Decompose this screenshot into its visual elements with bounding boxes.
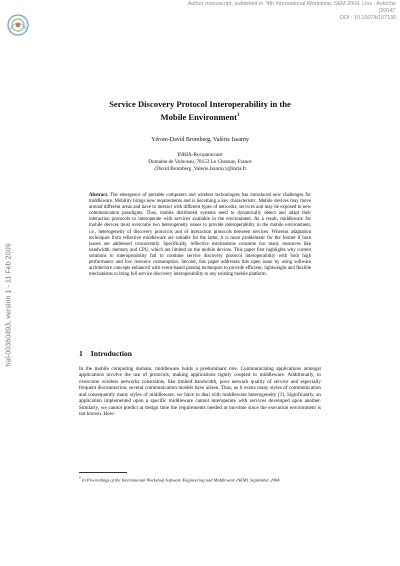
footnote-divider xyxy=(79,472,127,473)
author-affiliation xyxy=(60,152,340,173)
footnote-marker: 1 xyxy=(79,476,81,480)
hal-logo-icon xyxy=(6,13,30,37)
hal-side-label: hal-00360493, version 1 - 11 Feb 2009 xyxy=(3,243,13,367)
header-doi: DOI : 10.1007/b107130 xyxy=(339,15,396,21)
affiliation-org: INRIA-Rocquencourt xyxy=(177,152,223,158)
paper-authors: Yérom-David Bromberg, Valérie Issarny xyxy=(151,137,249,143)
introduction-paragraph: In the mobile computing domain, middleware holds a predominant role. Communicating applications amongst applications involve the use of protocols, making applications tightly coupled to middleware. Additionally, to overcome wireless networks constraints, like limited bandwidth, poor network quality of service and especially frequent disconnection, several communication models have arisen. Thus, as it exists many styles of communication and consequently many styles of middleware, we have to deal with middleware heterogeneity [1]. Significantly, an application implemented upon a specific middleware cannot interoperate with services developed upon another. Similarly, we cannot predict at design time the requirements needed at run-time since the execution environment is not known. How- xyxy=(79,366,321,418)
paper-title xyxy=(60,98,340,123)
header-line-2: (2004)" xyxy=(378,8,396,14)
abstract-text: The emergence of portable computers and wireless technologies has introduced new challenges for middleware. Mobility brings new requirements and is becoming a key characteristic. Mobile devices may move around different areas and have to interact with different types of networks, services and may be exposed to new communication paradigms. Thus, mobile distributed systems need to dynamically detect and adapt their interaction protocols to interoperate with services available in the environment. As a result, middleware for mobile devices must overcome two heterogeneity issues to provide interoperability in the mobile environment, i.e., heterogeneity of discovery protocols and of interaction protocols between services. Whereas adaptation techniques from reflective middleware are suitable for the latter, it is more problematic for the former if both issues are addressed concurrently. Specifically, reflective mechanisms consume too many resources like bandwidth, memory and CPU, which are limited on the mobile devices. This paper first highlights why current solutions to interoperability fail to combine service discovery protocol interoperability with both high performance and low resource consumption. Second, this paper addresses this open issue by using software architecture concepts enhanced with event-based parsing techniques to provide efficient, lightweight and flexible mechanisms to bring full service discovery interoperability to any existing mobile platform. xyxy=(89,193,311,278)
title-line-1: Service Discovery Protocol Interoperability in the xyxy=(109,99,291,109)
section-title: Introduction xyxy=(90,349,133,358)
footnote xyxy=(79,476,321,483)
title-line-2: Mobile Environment xyxy=(160,111,237,122)
title-footnote-marker: 1 xyxy=(236,113,240,118)
abstract-label: Abstract. xyxy=(89,193,109,198)
header-line-1: Author manuscript, published in "4th International Workshop, SEM 2004, Linz : Autriche xyxy=(187,1,396,7)
affiliation-address: Domaine de Voluceau, 78153 Le Chesnay, France xyxy=(148,159,252,165)
section-number: 1 xyxy=(79,349,83,358)
footnote-text: In Proceedings of the International Workshop Software Engineering and Middleware (SEM). September 2004. xyxy=(82,477,281,483)
section-heading xyxy=(79,349,132,358)
manuscript-header xyxy=(0,0,400,22)
affiliation-email: {David.Bromberg ,Valerie.Issarny}@inria.fr xyxy=(153,166,247,172)
abstract xyxy=(89,193,311,278)
